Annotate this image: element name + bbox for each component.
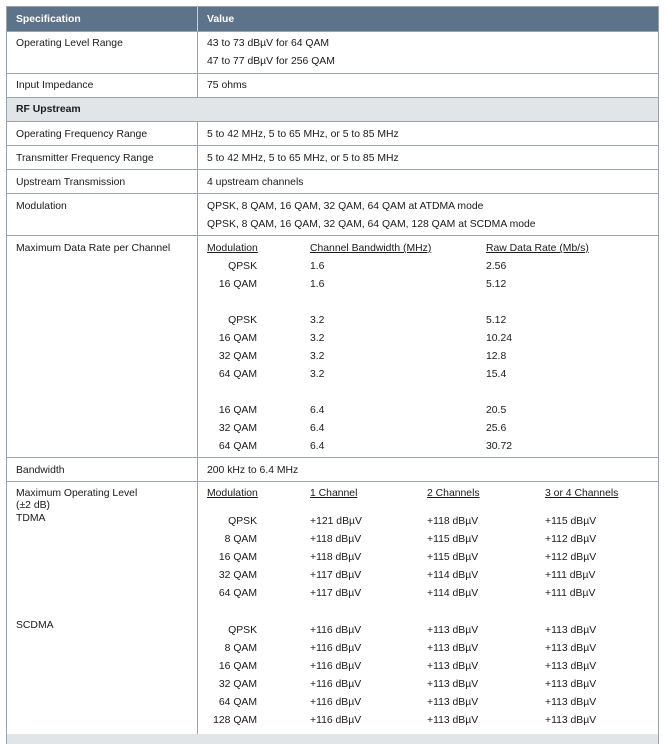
value: 4 upstream channels xyxy=(207,177,304,188)
rate-value: 10.24 xyxy=(486,333,513,344)
rate-modulation: 64 QAM xyxy=(218,369,257,380)
rate-value: 5.12 xyxy=(486,279,507,290)
table-header xyxy=(7,7,658,32)
level-1-channel: +117 dBµV xyxy=(310,570,362,581)
level-2-channels: +113 dBµV xyxy=(427,661,479,672)
rate-bandwidth: 6.4 xyxy=(310,405,325,416)
label: Maximum Data Rate per Channel xyxy=(16,243,171,254)
rate-bandwidth: 3.2 xyxy=(310,333,325,344)
level-2-channels: +113 dBµV xyxy=(427,679,479,690)
level-modulation: 128 QAM xyxy=(213,715,257,726)
level-1-channel: +116 dBµV xyxy=(310,697,362,708)
col-header-modulation: Modulation xyxy=(207,488,258,499)
rate-modulation: QPSK xyxy=(228,315,257,326)
rate-value: 15.4 xyxy=(486,369,507,380)
rate-bandwidth: 3.2 xyxy=(310,351,325,362)
rate-value: 25.6 xyxy=(486,423,507,434)
row-max-data-rate xyxy=(7,236,658,458)
rate-modulation: QPSK xyxy=(228,261,257,272)
level-modulation: 16 QAM xyxy=(218,661,257,672)
rate-bandwidth: 6.4 xyxy=(310,423,325,434)
rate-value: 12.8 xyxy=(486,351,507,362)
row-bandwidth xyxy=(7,458,658,482)
level-3-4-channels: +113 dBµV xyxy=(545,697,597,708)
value: 75 ohms xyxy=(207,80,247,91)
level-modulation: 32 QAM xyxy=(218,679,257,690)
rate-bandwidth: 1.6 xyxy=(310,261,325,272)
level-2-channels: +114 dBµV xyxy=(427,570,479,581)
rate-modulation: 16 QAM xyxy=(218,279,257,290)
level-2-channels: +113 dBµV xyxy=(427,715,479,726)
label-line1: Maximum Operating Level xyxy=(16,488,138,499)
rate-value: 2.56 xyxy=(486,261,507,272)
col-header-1-channel: 1 Channel xyxy=(310,488,358,499)
col-header-rate: Raw Data Rate (Mb/s) xyxy=(486,243,589,254)
level-1-channel: +116 dBµV xyxy=(310,643,362,654)
rate-modulation: 16 QAM xyxy=(218,405,257,416)
level-3-4-channels: +111 dBµV xyxy=(545,570,596,581)
value-line1: QPSK, 8 QAM, 16 QAM, 32 QAM, 64 QAM at ATDMA mode xyxy=(207,201,484,212)
level-3-4-channels: +113 dBµV xyxy=(545,715,597,726)
header-value: Value xyxy=(207,14,235,25)
label: Transmitter Frequency Range xyxy=(16,153,154,164)
level-1-channel: +121 dBµV xyxy=(310,516,362,527)
value: 5 to 42 MHz, 5 to 65 MHz, or 5 to 85 MHz xyxy=(207,129,399,140)
col-header-modulation: Modulation xyxy=(207,243,258,254)
label: Input Impedance xyxy=(16,80,94,91)
level-modulation: QPSK xyxy=(228,625,257,636)
level-1-channel: +116 dBµV xyxy=(310,679,362,690)
rate-bandwidth: 3.2 xyxy=(310,369,325,380)
level-1-channel: +118 dBµV xyxy=(310,534,362,545)
value-line2: 47 to 77 dBµV for 256 QAM xyxy=(207,56,335,67)
col-header-2-channels: 2 Channels xyxy=(427,488,480,499)
rate-modulation: 32 QAM xyxy=(218,351,257,362)
rate-modulation: 64 QAM xyxy=(218,441,257,452)
level-modulation: 16 QAM xyxy=(218,552,257,563)
label: Operating Frequency Range xyxy=(16,129,148,140)
spec-table xyxy=(6,6,659,736)
level-2-channels: +113 dBµV xyxy=(427,643,479,654)
level-1-channel: +116 dBµV xyxy=(310,715,362,726)
section-title: RF Upstream xyxy=(16,104,81,115)
level-modulation: 8 QAM xyxy=(224,534,257,545)
level-3-4-channels: +112 dBµV xyxy=(545,534,597,545)
row-operating-level xyxy=(7,32,658,74)
value-line2: QPSK, 8 QAM, 16 QAM, 32 QAM, 64 QAM, 128 QAM at SCDMA mode xyxy=(207,219,536,230)
scdma-label: SCDMA xyxy=(16,620,54,631)
level-3-4-channels: +113 dBµV xyxy=(545,625,597,636)
level-modulation: 32 QAM xyxy=(218,570,257,581)
rate-bandwidth: 1.6 xyxy=(310,279,325,290)
col-header-3-4-channels: 3 or 4 Channels xyxy=(545,488,619,499)
rate-value: 5.12 xyxy=(486,315,507,326)
level-1-channel: +117 dBµV xyxy=(310,588,362,599)
level-2-channels: +113 dBµV xyxy=(427,625,479,636)
rate-value: 30.72 xyxy=(486,441,513,452)
label: Bandwidth xyxy=(16,465,65,476)
rate-modulation: 16 QAM xyxy=(218,333,257,344)
rate-bandwidth: 6.4 xyxy=(310,441,325,452)
level-1-channel: +118 dBµV xyxy=(310,552,362,563)
row-max-operating-level xyxy=(7,482,658,735)
row-operating-frequency xyxy=(7,122,658,146)
level-2-channels: +114 dBµV xyxy=(427,588,479,599)
next-section-strip xyxy=(6,734,659,744)
row-modulation xyxy=(7,194,658,236)
level-2-channels: +113 dBµV xyxy=(427,697,479,708)
value-line1: 43 to 73 dBµV for 64 QAM xyxy=(207,38,330,49)
level-modulation: 8 QAM xyxy=(224,643,257,654)
header-spec: Specification xyxy=(16,14,81,25)
level-modulation: 64 QAM xyxy=(218,588,257,599)
level-3-4-channels: +112 dBµV xyxy=(545,552,597,563)
rate-bandwidth: 3.2 xyxy=(310,315,325,326)
level-modulation: QPSK xyxy=(228,516,257,527)
rate-modulation: 32 QAM xyxy=(218,423,257,434)
level-3-4-channels: +113 dBµV xyxy=(545,661,597,672)
label: Upstream Transmission xyxy=(16,177,126,188)
col-header-bandwidth: Channel Bandwidth (MHz) xyxy=(310,243,432,254)
level-2-channels: +115 dBµV xyxy=(427,552,479,563)
row-upstream-transmission xyxy=(7,170,658,194)
level-modulation: 64 QAM xyxy=(218,697,257,708)
level-2-channels: +118 dBµV xyxy=(427,516,479,527)
label-line2: (±2 dB) xyxy=(16,500,50,511)
level-3-4-channels: +113 dBµV xyxy=(545,643,597,654)
level-1-channel: +116 dBµV xyxy=(310,625,362,636)
tdma-label: TDMA xyxy=(16,513,46,524)
section-rf-upstream xyxy=(7,98,658,122)
label: Operating Level Range xyxy=(16,38,123,49)
value: 5 to 42 MHz, 5 to 65 MHz, or 5 to 85 MHz xyxy=(207,153,399,164)
rate-value: 20.5 xyxy=(486,405,507,416)
level-1-channel: +116 dBµV xyxy=(310,661,362,672)
level-3-4-channels: +111 dBµV xyxy=(545,588,596,599)
row-transmitter-frequency xyxy=(7,146,658,170)
level-3-4-channels: +113 dBµV xyxy=(545,679,597,690)
value: 200 kHz to 6.4 MHz xyxy=(207,465,299,476)
level-2-channels: +115 dBµV xyxy=(427,534,479,545)
row-input-impedance xyxy=(7,74,658,98)
level-3-4-channels: +115 dBµV xyxy=(545,516,597,527)
label: Modulation xyxy=(16,201,67,212)
